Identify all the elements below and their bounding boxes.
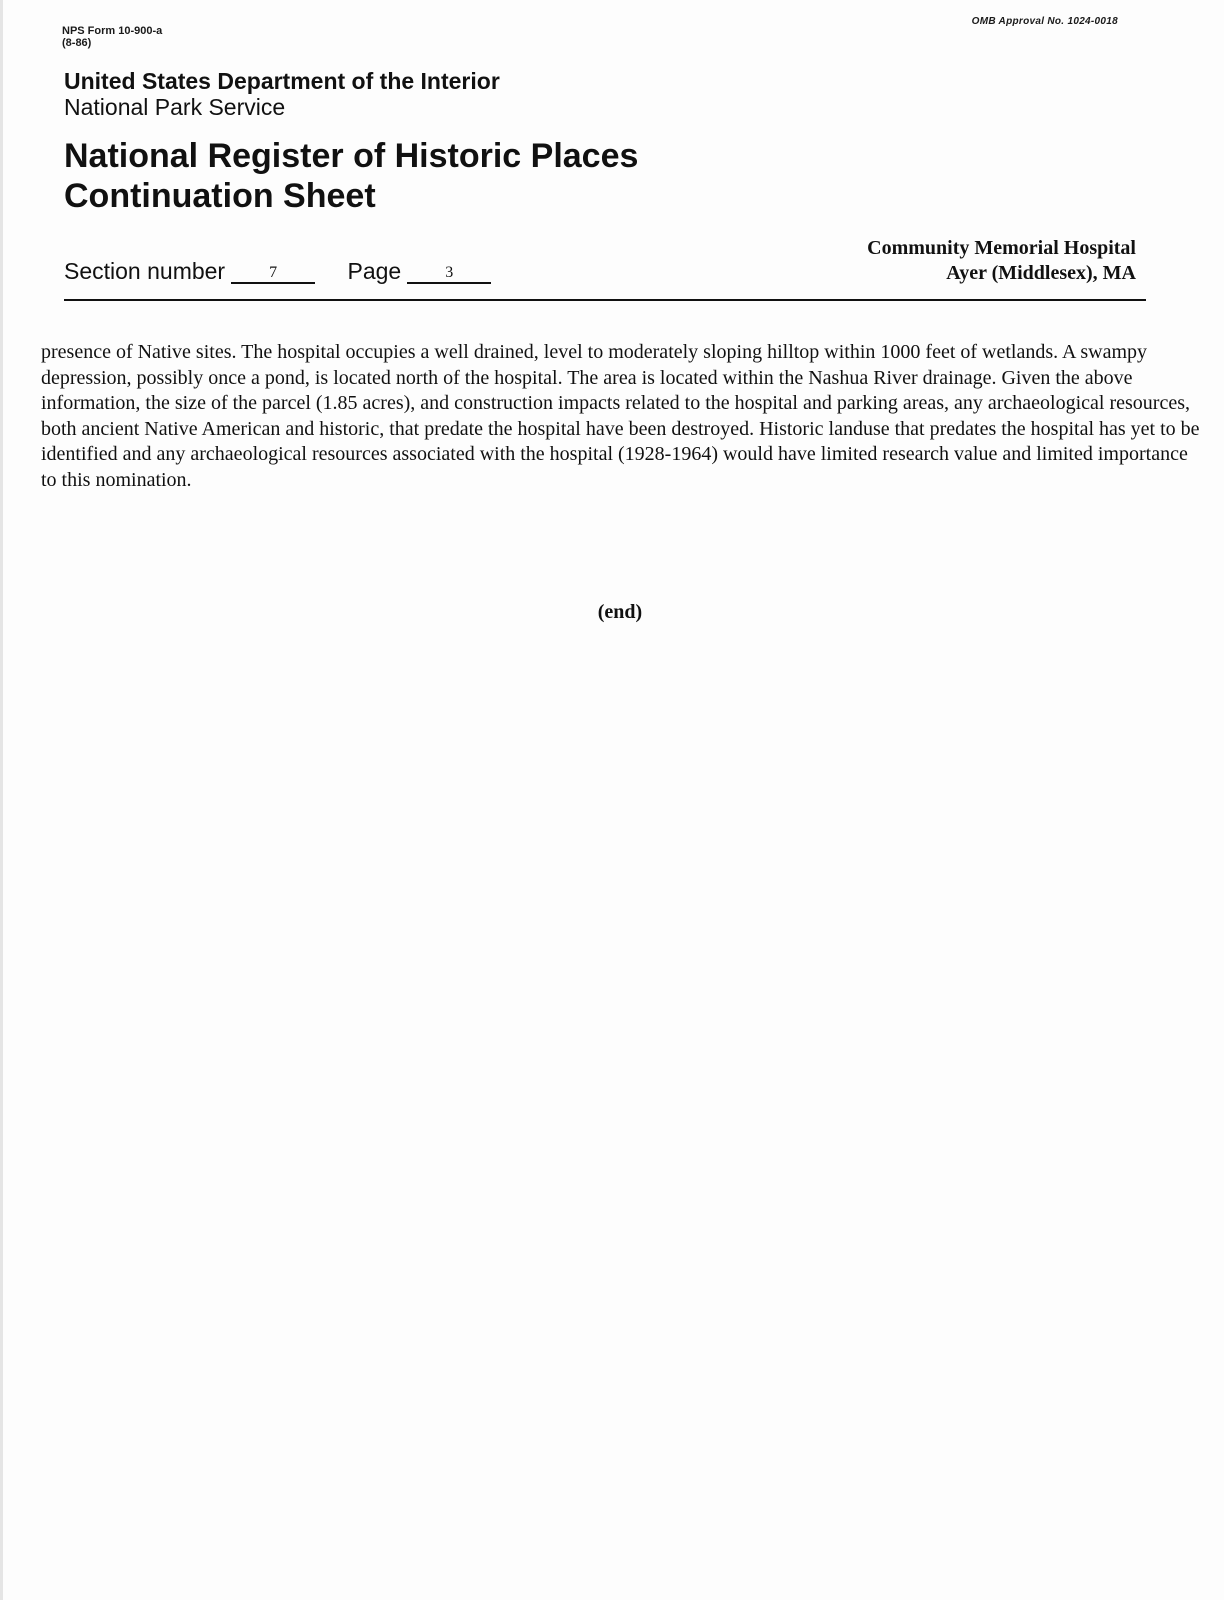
page-number-value: 3 bbox=[407, 264, 491, 284]
sheet-title-line2: Continuation Sheet bbox=[64, 177, 376, 215]
agency-name: National Park Service bbox=[64, 94, 286, 120]
property-block bbox=[867, 236, 1136, 286]
department-name: United States Department of the Interior bbox=[64, 68, 500, 94]
form-revision: (8-86) bbox=[62, 37, 92, 49]
agency-block bbox=[64, 68, 500, 120]
section-number-label: Section number bbox=[64, 258, 226, 284]
end-marker: (end) bbox=[597, 601, 643, 623]
property-name: Community Memorial Hospital bbox=[867, 237, 1136, 259]
sheet-title bbox=[64, 136, 638, 216]
scan-edge bbox=[0, 0, 3, 1600]
sheet-title-line1: National Register of Historic Places bbox=[64, 137, 639, 175]
header-divider bbox=[64, 299, 1146, 301]
section-number-value: 7 bbox=[231, 264, 315, 284]
form-identifier bbox=[62, 25, 162, 49]
form-number: NPS Form 10-900-a bbox=[62, 25, 163, 37]
section-page-row bbox=[64, 258, 491, 285]
omb-approval: OMB Approval No. 1024-0018 bbox=[971, 16, 1118, 27]
body-paragraph: presence of Native sites. The hospital occupies a well drained, level to moderately sloping hilltop within 1000 feet of wetlands. A swampy depression, possibly once a pond, is located north of the hospital. The area is located within the Nashua River drainage. Given the above information, the size of the parcel (1.85 acres), and construction impacts related to the hospital and parking areas, any archaeological resources, both ancient Native American and historic, that predate the hospital have been destroyed. Historic landuse that predates the hospital has yet to be identified and any archaeological resources associated with the hospital (1928-1964) would have limited research value and limited importance to this nomination. bbox=[41, 341, 1200, 491]
property-location: Ayer (Middlesex), MA bbox=[946, 262, 1136, 284]
page-label: Page bbox=[347, 258, 402, 284]
